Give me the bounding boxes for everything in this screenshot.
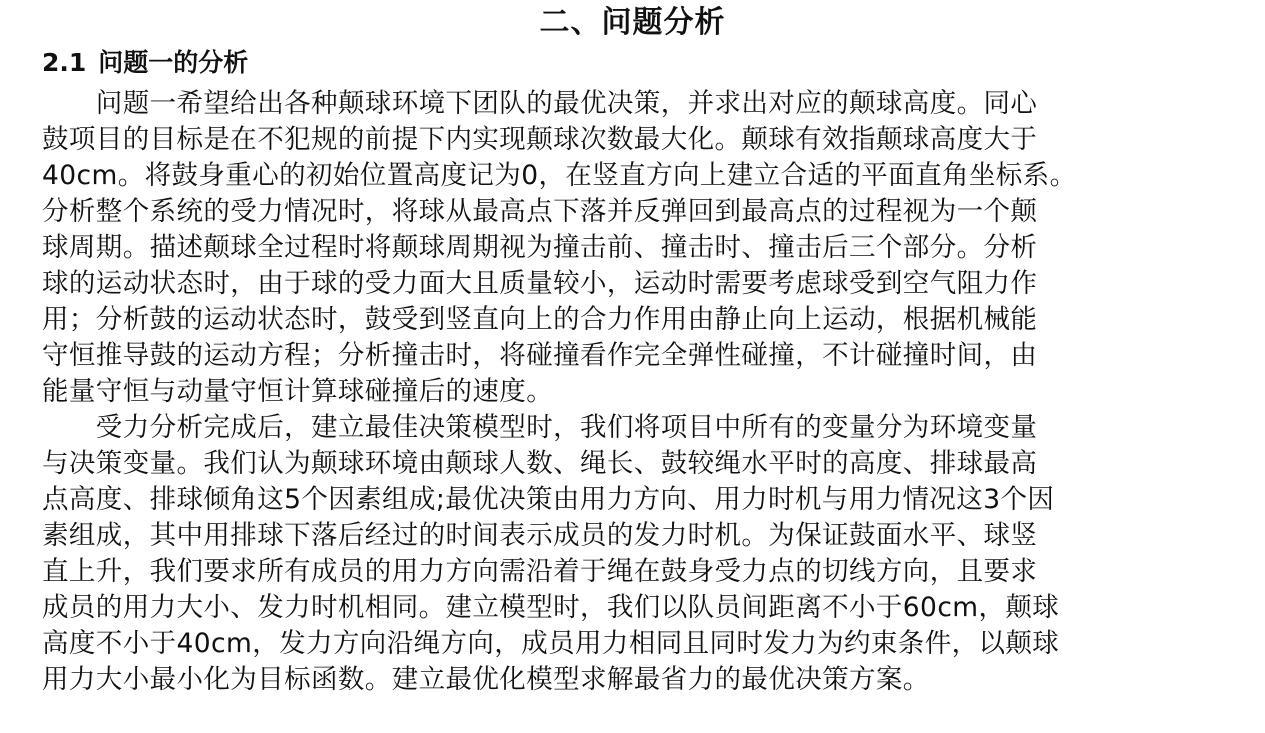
section-title: 二、问题分析: [539, 5, 726, 40]
text-line: 守恒推导鼓的运动方程；分析撞击时，将碰撞看作完全弹性碰撞，不计碰撞时间，由: [42, 340, 1038, 371]
text-line: 高度不小于40cm，发力方向沿绳方向，成员用力相同且同时发力为约束条件，以颠球: [42, 628, 1060, 659]
text-line: 球周期。描述颠球全过程时将颠球周期视为撞击前、撞击时、撞击后三个部分。分析: [42, 232, 1038, 263]
text-line: 受力分析完成后，建立最佳决策模型时，我们将项目中所有的变量分为环境变量: [42, 412, 1038, 443]
text-line: 问题一希望给出各种颠球环境下团队的最优决策，并求出对应的颠球高度。同心: [42, 88, 1038, 119]
subsection-heading: [42, 46, 248, 80]
text-line: 球的运动状态时，由于球的受力面大且质量较小，运动时需要考虑球受到空气阻力作: [42, 268, 1038, 299]
text-line: 成员的用力大小、发力时机相同。建立模型时，我们以队员间距离不小于60cm，颠球: [42, 592, 1060, 623]
paragraph-2: [42, 410, 1242, 698]
text-line: 与决策变量。我们认为颠球环境由颠球人数、绳长、鼓较绳水平时的高度、排球最高: [42, 448, 1038, 479]
text-line: 点高度、排球倾角这5个因素组成;最优决策由用力方向、用力时机与用力情况这3个因: [42, 484, 1055, 515]
subsection-title: 问题一的分析: [98, 48, 249, 77]
text-line: 素组成，其中用排球下落后经过的时间表示成员的发力时机。为保证鼓面水平、球竖: [42, 520, 1038, 551]
text-line: 鼓项目的目标是在不犯规的前提下内实现颠球次数最大化。颠球有效指颠球高度大于: [42, 124, 1038, 155]
text-line: 用力大小最小化为目标函数。建立最优化模型求解最省力的最优决策方案。: [42, 664, 930, 695]
text-line: 能量守恒与动量守恒计算球碰撞后的速度。: [42, 376, 554, 407]
paragraph-1: [42, 86, 1242, 410]
body-text: [42, 86, 1242, 698]
subsection-number: 2.1: [42, 48, 87, 77]
text-line: 直上升，我们要求所有成员的用力方向需沿着于绳在鼓身受力点的切线方向，且要求: [42, 556, 1038, 587]
text-line: 用；分析鼓的运动状态时，鼓受到竖直向上的合力作用由静止向上运动，根据机械能: [42, 304, 1038, 335]
text-line: 分析整个系统的受力情况时，将球从最高点下落并反弹回到最高点的过程视为一个颠: [42, 196, 1038, 227]
text-line: 40cm。将鼓身重心的初始位置高度记为0，在竖直方向上建立合适的平面直角坐标系。: [42, 160, 1077, 191]
